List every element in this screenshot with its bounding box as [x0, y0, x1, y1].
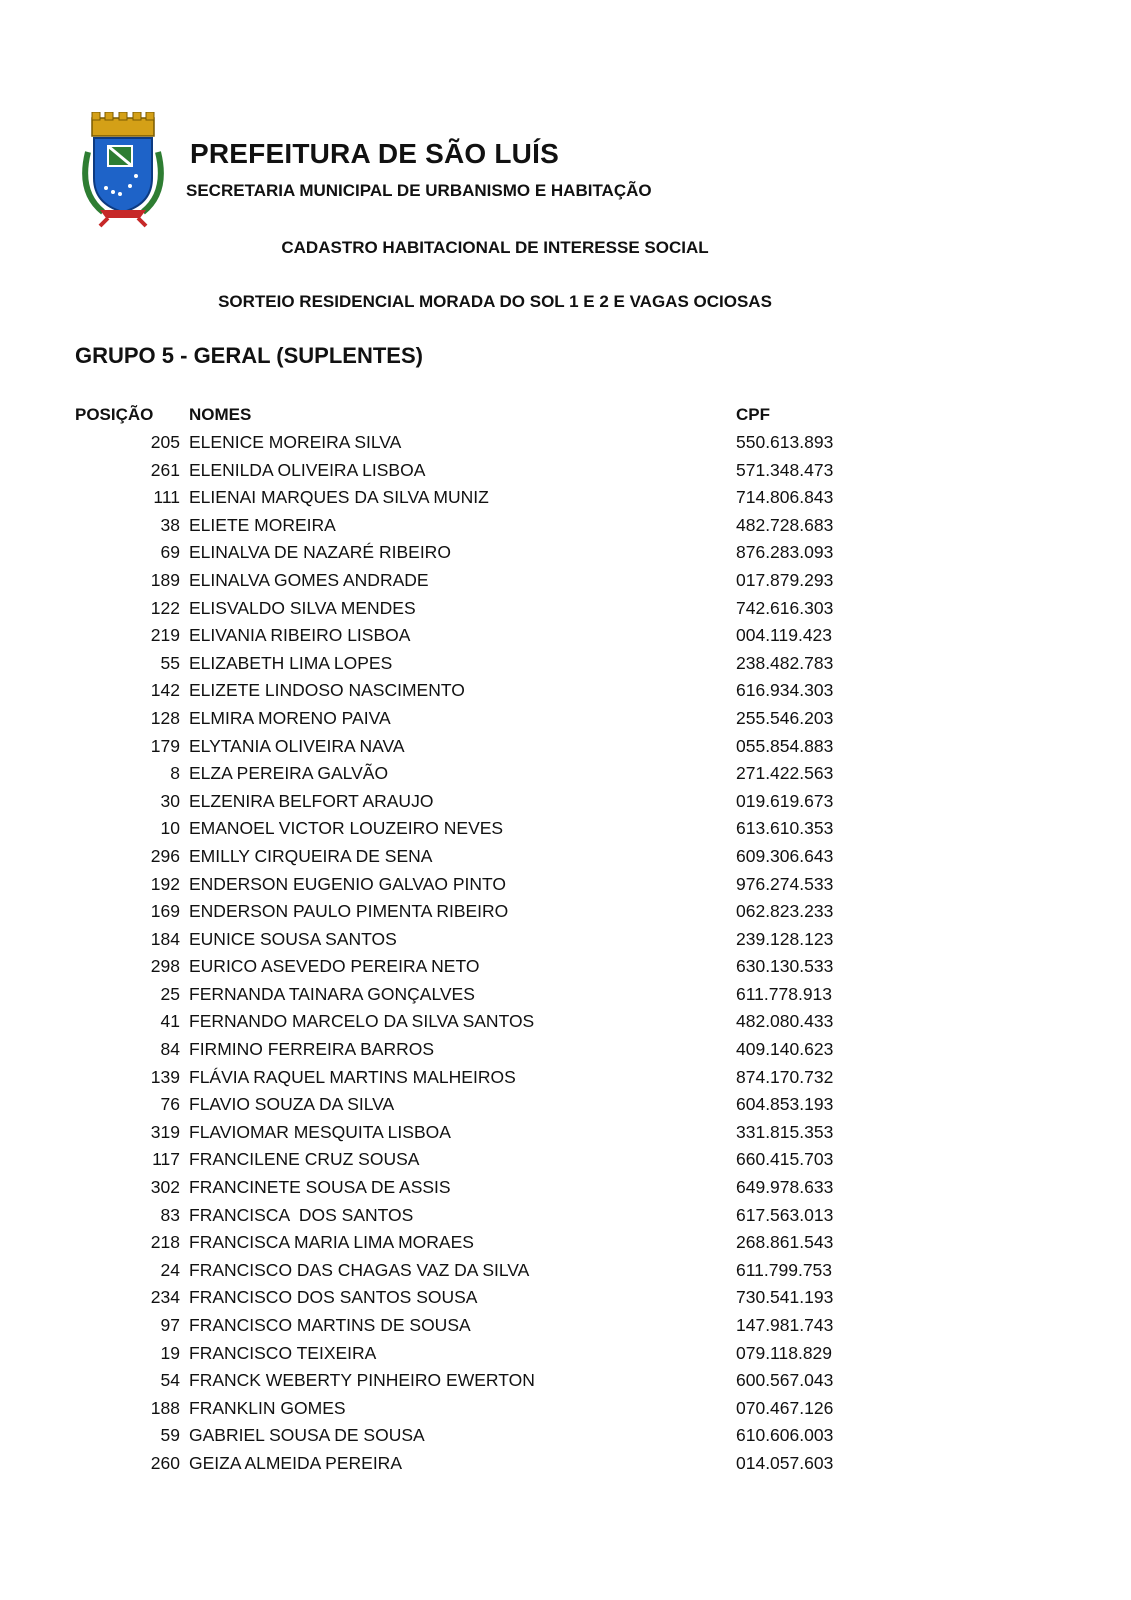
row-cpf: 604.853.193: [736, 1094, 834, 1115]
row-name: FIRMINO FERREIRA BARROS: [189, 1039, 435, 1060]
row-name: ELZENIRA BELFORT ARAUJO: [189, 790, 434, 811]
table-row: [0, 595, 900, 623]
table-row: [0, 1422, 900, 1450]
group-title: GRUPO 5 - GERAL (SUPLENTES): [75, 343, 423, 368]
row-position: 219: [150, 625, 180, 646]
table-row: [0, 1257, 900, 1285]
row-position: 19: [160, 1342, 180, 1363]
row-name: EMANOEL VICTOR LOUZEIRO NEVES: [189, 818, 504, 839]
table-row: [0, 1340, 900, 1368]
row-cpf: 571.348.473: [736, 459, 834, 480]
row-position: 218: [150, 1232, 180, 1253]
row-name: FLAVIO SOUZA DA SILVA: [189, 1094, 395, 1115]
row-cpf: 147.981.743: [736, 1315, 834, 1335]
row-cpf: 876.283.093: [736, 542, 834, 563]
row-name: FERNANDO MARCELO DA SILVA SANTOS: [189, 1011, 535, 1032]
table-row: [0, 650, 900, 678]
table-row: [0, 843, 900, 871]
table-row: [0, 677, 900, 705]
row-name: ELISVALDO SILVA MENDES: [189, 597, 416, 618]
row-cpf: 730.541.193: [736, 1287, 834, 1308]
row-name: FLAVIOMAR MESQUITA LISBOA: [189, 1121, 451, 1142]
row-position: 59: [160, 1425, 180, 1446]
row-cpf: 616.934.303: [736, 680, 834, 701]
row-cpf: 660.415.703: [736, 1149, 834, 1170]
row-position: 298: [150, 956, 180, 977]
table-row: [0, 1091, 900, 1119]
row-name: EURICO ASEVEDO PEREIRA NETO: [189, 956, 480, 977]
row-name: ELINALVA GOMES ANDRADE: [189, 569, 429, 590]
row-cpf: 550.613.893: [736, 432, 834, 452]
table-row: [0, 981, 900, 1009]
row-name: ELIZETE LINDOSO NASCIMENTO: [189, 680, 465, 701]
table-row: [0, 1367, 900, 1395]
row-cpf: 649.978.633: [736, 1177, 834, 1198]
table-row: [0, 1312, 900, 1340]
table-row: [0, 1202, 900, 1230]
row-cpf: 079.118.829: [736, 1342, 833, 1363]
row-position: 189: [150, 569, 180, 590]
table-row: [0, 733, 900, 761]
row-position: 122: [150, 597, 180, 618]
row-position: 128: [150, 707, 180, 728]
row-name: FRANKLIN GOMES: [189, 1397, 346, 1418]
row-cpf: 609.306.643: [736, 845, 834, 866]
row-name: FRANCILENE CRUZ SOUSA: [189, 1149, 420, 1170]
row-name: FRANCISCO DOS SANTOS SOUSA: [189, 1287, 478, 1308]
table-row: [0, 898, 900, 926]
row-name: FRANCK WEBERTY PINHEIRO EWERTON: [189, 1370, 535, 1391]
row-position: 139: [150, 1066, 180, 1087]
row-cpf: 019.619.673: [736, 790, 834, 811]
row-cpf: 004.119.423: [736, 625, 833, 646]
table-row: [0, 1008, 900, 1036]
table-row: [0, 1395, 900, 1423]
row-position: 205: [150, 432, 180, 452]
row-name: ELYTANIA OLIVEIRA NAVA: [189, 735, 405, 756]
row-position: 261: [150, 459, 180, 480]
row-name: ELMIRA MORENO PAIVA: [189, 707, 391, 728]
row-cpf: 600.567.043: [736, 1370, 834, 1391]
row-position: 69: [160, 542, 180, 563]
table-row: [0, 539, 900, 567]
row-position: 55: [160, 652, 180, 673]
row-cpf: 617.563.013: [736, 1204, 834, 1225]
table-row: [0, 1146, 900, 1174]
row-cpf: 238.482.783: [736, 652, 834, 673]
row-cpf: 610.606.003: [736, 1425, 834, 1446]
row-name: FRANCISCO DAS CHAGAS VAZ DA SILVA: [189, 1259, 530, 1280]
org-title: PREFEITURA DE SÃO LUÍS: [190, 138, 559, 169]
table-row: [0, 1174, 900, 1202]
row-position: 179: [150, 735, 180, 756]
table-row: [0, 705, 900, 733]
row-name: GEIZA ALMEIDA PEREIRA: [189, 1452, 402, 1473]
table-row: [0, 567, 900, 595]
row-cpf: 271.422.563: [736, 763, 834, 784]
row-cpf: 017.879.293: [736, 569, 834, 590]
row-cpf: 239.128.123: [736, 928, 834, 949]
row-position: 117: [152, 1149, 180, 1170]
row-name: FRANCISCA MARIA LIMA MORAES: [189, 1232, 474, 1253]
column-header-cpf: CPF: [736, 405, 770, 424]
row-position: 192: [150, 873, 180, 894]
row-name: ENDERSON PAULO PIMENTA RIBEIRO: [189, 901, 509, 922]
row-cpf: 331.815.353: [736, 1121, 834, 1142]
row-name: ELIZABETH LIMA LOPES: [189, 652, 393, 673]
row-position: 319: [150, 1121, 180, 1142]
row-cpf: 611.799.753: [736, 1259, 833, 1280]
row-position: 169: [150, 901, 180, 922]
row-position: 142: [150, 680, 180, 701]
row-name: ELENICE MOREIRA SILVA: [189, 432, 402, 452]
row-position: 41: [160, 1011, 180, 1032]
row-name: ELIENAI MARQUES DA SILVA MUNIZ: [189, 487, 489, 508]
row-name: FRANCINETE SOUSA DE ASSIS: [189, 1177, 451, 1198]
row-name: ELZA PEREIRA GALVÃO: [189, 763, 389, 784]
row-position: 83: [160, 1204, 180, 1225]
row-cpf: 268.861.543: [736, 1232, 834, 1253]
table-row: [0, 457, 900, 485]
row-position: 188: [150, 1397, 180, 1418]
table-row: [0, 760, 900, 788]
row-position: 24: [160, 1259, 180, 1280]
row-position: 97: [160, 1315, 180, 1335]
row-cpf: 630.130.533: [736, 956, 834, 977]
row-cpf: 255.546.203: [736, 707, 834, 728]
row-position: 260: [150, 1452, 180, 1473]
row-position: 54: [160, 1370, 180, 1391]
row-name: FRANCISCO MARTINS DE SOUSA: [189, 1315, 471, 1335]
table-row: [0, 429, 900, 457]
row-cpf: 611.778.913: [736, 983, 833, 1004]
row-position: 76: [160, 1094, 180, 1115]
row-name: ELINALVA DE NAZARÉ RIBEIRO: [189, 542, 451, 563]
row-cpf: 976.274.533: [736, 873, 834, 894]
row-cpf: 482.080.433: [736, 1011, 834, 1032]
table-row: [0, 1036, 900, 1064]
row-cpf: 482.728.683: [736, 514, 834, 535]
column-header-position: POSIÇÃO: [75, 405, 154, 424]
row-position: 302: [150, 1177, 180, 1198]
row-cpf: 742.616.303: [736, 597, 834, 618]
table-row: [0, 1229, 900, 1257]
row-cpf: 070.467.126: [736, 1397, 834, 1418]
table-row: [0, 484, 900, 512]
row-cpf: 409.140.623: [736, 1039, 834, 1060]
row-name: FERNANDA TAINARA GONÇALVES: [189, 983, 475, 1004]
column-header-names: NOMES: [189, 405, 252, 424]
row-cpf: 014.057.603: [736, 1452, 834, 1473]
row-name: ENDERSON EUGENIO GALVAO PINTO: [189, 873, 507, 894]
table-row: [0, 512, 900, 540]
row-name: FRANCISCO TEIXEIRA: [189, 1342, 377, 1363]
row-cpf: 613.610.353: [736, 818, 834, 839]
table-row: [0, 926, 900, 954]
row-position: 10: [160, 818, 180, 839]
row-cpf: 714.806.843: [736, 487, 834, 508]
table-row: [0, 788, 900, 816]
row-name: FRANCISCA DOS SANTOS: [189, 1204, 414, 1225]
table-row: [0, 1284, 900, 1312]
city-crest-logo: [78, 112, 168, 232]
row-cpf: 874.170.732: [736, 1066, 834, 1087]
row-name: ELENILDA OLIVEIRA LISBOA: [189, 459, 426, 480]
event-title: SORTEIO RESIDENCIAL MORADA DO SOL 1 E 2 E VAGAS OCIOSAS: [218, 292, 772, 311]
row-position: 111: [153, 487, 180, 508]
row-name: EUNICE SOUSA SANTOS: [189, 928, 397, 949]
table-row: [0, 871, 900, 899]
candidates-table: [0, 429, 900, 1478]
table-row: [0, 1064, 900, 1092]
row-name: GABRIEL SOUSA DE SOUSA: [189, 1425, 425, 1446]
table-row: [0, 1450, 900, 1478]
row-name: ELIETE MOREIRA: [189, 514, 336, 535]
row-cpf: 055.854.883: [736, 735, 834, 756]
row-name: EMILLY CIRQUEIRA DE SENA: [189, 845, 433, 866]
table-row: [0, 1119, 900, 1147]
row-position: 8: [170, 763, 180, 784]
org-subtitle: SECRETARIA MUNICIPAL DE URBANISMO E HABITAÇÃO: [186, 181, 652, 200]
table-row: [0, 815, 900, 843]
row-position: 184: [150, 928, 180, 949]
row-name: FLÁVIA RAQUEL MARTINS MALHEIROS: [189, 1066, 516, 1087]
row-position: 234: [150, 1287, 180, 1308]
row-position: 30: [160, 790, 180, 811]
row-position: 84: [160, 1039, 180, 1060]
row-position: 38: [160, 514, 180, 535]
row-name: ELIVANIA RIBEIRO LISBOA: [189, 625, 411, 646]
row-position: 25: [160, 983, 180, 1004]
program-title: CADASTRO HABITACIONAL DE INTERESSE SOCIAL: [281, 238, 709, 257]
row-position: 296: [150, 845, 180, 866]
row-cpf: 062.823.233: [736, 901, 834, 922]
table-row: [0, 953, 900, 981]
table-row: [0, 622, 900, 650]
